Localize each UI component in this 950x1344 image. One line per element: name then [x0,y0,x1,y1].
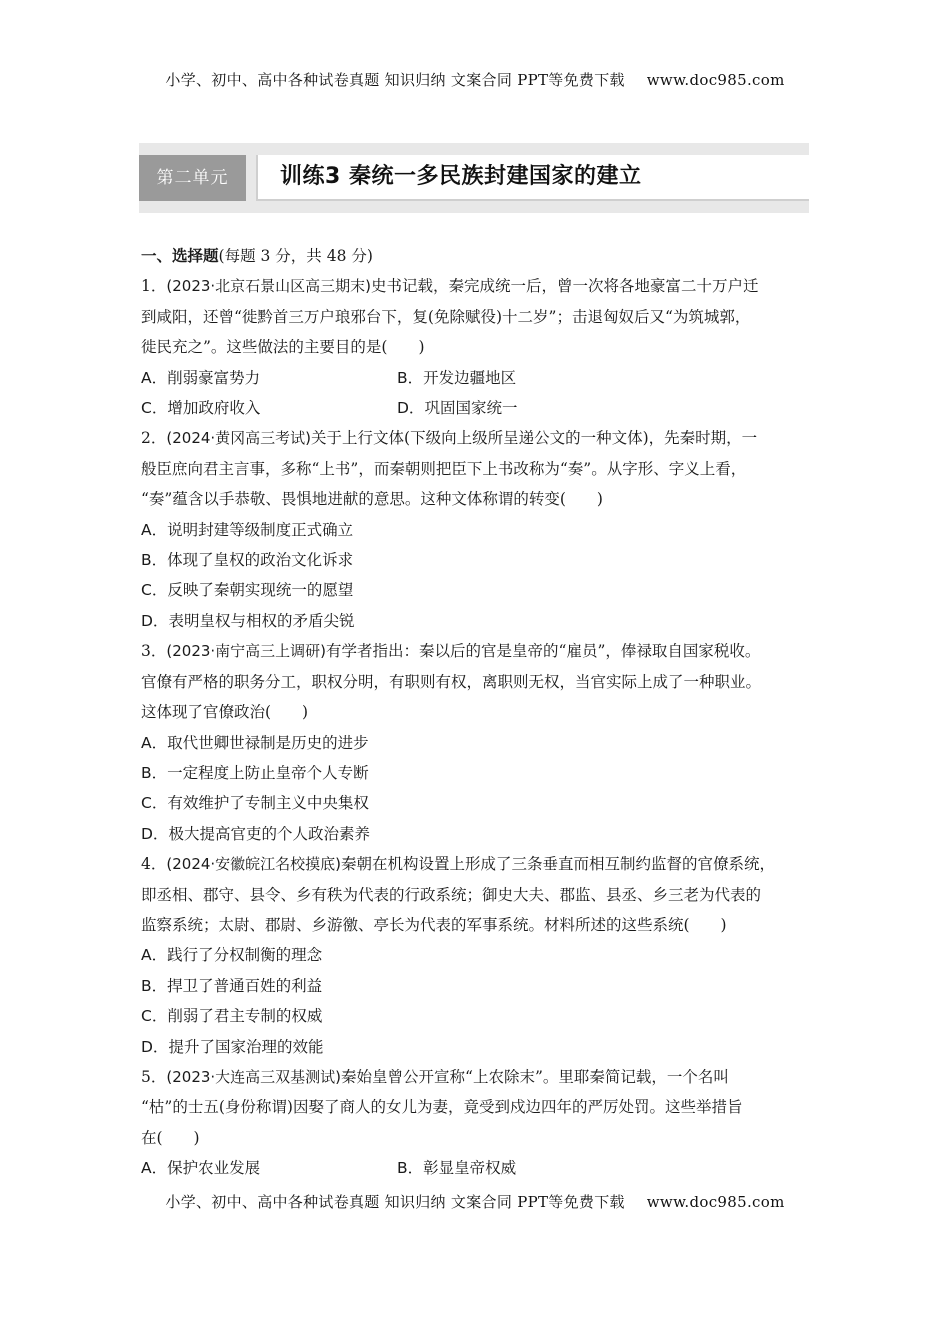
option-c[interactable]: C．有效维护了专制主义中央集权 [141,794,369,813]
question-number: 3． [141,642,167,661]
question-3 [141,636,825,849]
question-1 [141,271,825,423]
option-row [141,363,825,393]
stem-line: 史书记载，秦完成统一后，曾一次将各地豪富二十万户迁 [371,277,759,296]
question-stem [141,636,825,666]
section-heading [141,241,825,271]
footer-text: 小学、初中、高中各种试卷真题 知识归纳 文案合同 PPT等免费下载 [165,1193,625,1211]
stem-line: 有学者指出：秦以后的官是皇帝的“雇员”，俸禄取自国家税收。 [326,642,761,661]
stem-line: 般臣庶向君主言事，多称“上书”，而秦朝则把臣下上书改称为“奏”。从字形、字义上看， [141,459,747,478]
section-note: (每题 3 分，共 48 分) [218,247,373,265]
option-d[interactable]: D．极大提高官吏的个人政治素养 [141,824,370,843]
option-d[interactable]: D．表明皇权与相权的矛盾尖锐 [141,611,355,630]
question-source: (2024·黄冈高三考试) [166,429,312,448]
stem-line: 官僚有严格的职务分工，职权分明，有职则有权，离职则无权，当官实际上成了一种职业。 [141,672,762,691]
stem-line: 到咸阳，还曾“徙黔首三万户琅邪台下，复(免除赋役)十二岁”；击退匈奴后又“为筑城郭， [141,307,751,326]
stem-line: 即丞相、郡守、县令、乡有秩为代表的行政系统；御史大夫、郡监、县丞、乡三老为代表的 [141,885,762,904]
stem-line: “枯”的士五(身份称谓)因娶了商人的女儿为妻，竟受到戍边四年的严厉处罚。这些举措旨 [141,1098,743,1117]
option-a[interactable]: A．削弱豪富势力 [141,368,261,387]
question-source: (2024·安徽皖江名校摸底) [166,855,342,874]
question-number: 5． [141,1067,167,1086]
question-5 [141,1062,825,1184]
stem-line: 监察系统；太尉、郡尉、乡游徼、亭长为代表的军事系统。材料所述的这些系统( ) [141,915,727,934]
page-title: 训练3 秦统一多民族封建国家的建立 [280,164,642,189]
page-header [0,69,950,90]
question-stem [141,271,825,301]
option-row [141,1153,825,1183]
unit-label: 第二单元 [139,155,246,201]
option-b[interactable]: B．开发边疆地区 [397,368,517,387]
option-b[interactable]: B．一定程度上防止皇帝个人专断 [141,763,369,782]
question-stem [141,1062,825,1092]
option-b[interactable]: B．彰显皇帝权威 [397,1159,517,1178]
option-a[interactable]: A．取代世卿世禄制是历史的进步 [141,733,369,752]
unit-banner [139,143,809,213]
option-b[interactable]: B．捍卫了普通百姓的利益 [141,976,323,995]
question-source: (2023·南宁高三上调研) [166,642,327,661]
stem-line: 秦朝在机构设置上形成了三条垂直而相互制约监督的官僚系统， [341,855,776,874]
question-stem [141,423,825,453]
footer-url[interactable]: www.doc985.com [646,1193,785,1211]
stem-line: “奏”蕴含以手恭敬、畏惧地进献的意思。这种文体称谓的转变( ) [141,490,603,509]
stem-line: 在( ) [141,1128,200,1147]
page-footer [0,1191,950,1212]
option-c[interactable]: C．削弱了君主专制的权威 [141,1007,323,1026]
question-stem [141,849,825,879]
option-row [141,393,825,423]
option-c[interactable]: C．反映了秦朝实现统一的愿望 [141,581,354,600]
option-a[interactable]: A．说明封建等级制度正式确立 [141,520,354,539]
question-source: (2023·大连高三双基测试) [166,1067,342,1086]
question-number: 4． [141,855,167,874]
question-source: (2023·北京石景山区高三期末) [166,277,372,296]
header-text: 小学、初中、高中各种试卷真题 知识归纳 文案合同 PPT等免费下载 [165,71,625,89]
stem-line: 这体现了官僚政治( ) [141,703,309,722]
question-4 [141,849,825,1062]
question-number: 2． [141,429,167,448]
question-content [141,241,825,1184]
option-a[interactable]: A．践行了分权制衡的理念 [141,946,323,965]
option-a[interactable]: A．保护农业发展 [141,1159,261,1178]
option-b[interactable]: B．体现了皇权的政治文化诉求 [141,551,354,570]
stem-line: 秦始皇曾公开宣称“上农除末”。里耶秦简记载，一个名叫 [341,1067,729,1086]
stem-line: 关于上行文体(下级向上级所呈递公文的一种文体)，先秦时期，一 [311,429,758,448]
stem-line: 徙民充之”。这些做法的主要目的是( ) [141,338,425,357]
option-d[interactable]: D．巩固国家统一 [397,399,518,418]
title-box [256,155,809,201]
question-number: 1． [141,277,167,296]
option-d[interactable]: D．提升了国家治理的效能 [141,1037,324,1056]
option-c[interactable]: C．增加政府收入 [141,399,261,418]
header-url[interactable]: www.doc985.com [646,71,785,89]
section-title: 一、选择题 [141,247,219,265]
question-2 [141,423,825,636]
